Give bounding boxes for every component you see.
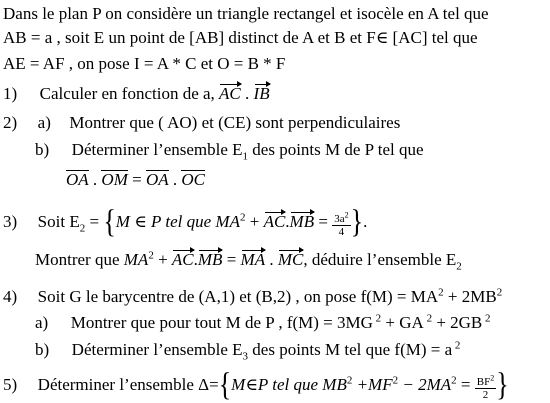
subscript: 3 <box>242 350 249 363</box>
subscript: 2 <box>79 222 86 235</box>
sub-label: b) <box>35 140 50 159</box>
plus-sign: + <box>153 250 172 269</box>
dot-operator: . <box>193 250 198 269</box>
superscript: 2 <box>451 374 457 387</box>
superscript: 2 <box>438 286 444 299</box>
superscript: 2 <box>148 249 154 262</box>
question-1 <box>3 84 270 104</box>
question-2a <box>3 113 400 133</box>
fraction-numerator: 3a <box>334 213 345 225</box>
question-text: Soit E <box>37 212 80 231</box>
equals-sign: = <box>85 212 104 231</box>
period: . <box>363 212 368 231</box>
question-text-cont: + 2GB <box>432 313 483 332</box>
sub-label: a) <box>37 113 51 132</box>
vector-mb: MB <box>197 250 223 269</box>
fraction-denominator: 4 <box>338 226 345 238</box>
set-variable: M <box>115 212 130 231</box>
left-brace-icon: { <box>103 203 116 240</box>
equation-2b <box>66 170 205 190</box>
dot-operator: . <box>168 170 182 189</box>
sub-label: b) <box>35 340 50 359</box>
question-text: Déterminer l’ensemble Δ= <box>37 375 219 394</box>
question-text-cont: + 2MB <box>443 287 497 306</box>
fraction-numerator: BF <box>476 376 491 388</box>
subscript: 2 <box>456 260 462 273</box>
question-text: Déterminer l’ensemble E <box>71 140 243 159</box>
set-condition: ∈ P tel que MA <box>129 212 240 231</box>
superscript: 2 <box>496 286 503 299</box>
segment-oa: OA <box>145 170 169 189</box>
question-number: 2) <box>3 113 18 132</box>
term-mf: +MF <box>352 375 393 394</box>
right-brace-icon: } <box>496 366 509 403</box>
question-text-cont: des points M tel que f(M) = a <box>248 340 453 359</box>
question-number: 5) <box>3 375 18 394</box>
superscript: 2 <box>372 312 382 325</box>
sub-label: a) <box>35 313 49 332</box>
question-number: 4) <box>3 287 18 306</box>
question-3 <box>3 203 368 240</box>
dot-operator: . <box>265 250 278 269</box>
question-text-cont: des points M de P tel que <box>248 140 424 159</box>
fraction <box>475 373 496 401</box>
question-number: 3) <box>3 212 18 231</box>
right-brace-icon: } <box>350 203 364 240</box>
question-text: Montrer que pour tout M de P , f(M) = 3MG <box>70 313 373 332</box>
vector-mc: MC <box>277 250 304 269</box>
dot-operator: . <box>240 84 254 103</box>
intro-line-2: AB = a , soit E un point de [AB] distinct de A et B et F∈ [AC] tel que <box>3 28 478 47</box>
superscript: 2 <box>490 373 495 383</box>
equals-sign: = <box>456 375 475 394</box>
question-4 <box>3 287 502 307</box>
equals-sign: = <box>127 170 146 189</box>
question-2b <box>35 140 424 163</box>
segment-oa: OA <box>66 170 89 189</box>
vector-ib: IB <box>253 84 270 103</box>
subscript: 1 <box>242 150 249 163</box>
superscript: 2 <box>452 339 461 352</box>
segment-om: OM <box>101 170 128 189</box>
question-text: Montrer que <box>35 250 124 269</box>
question-text-cont: , déduire l’ensemble E <box>303 250 457 269</box>
vector-ac: AC <box>219 84 241 103</box>
term-ma: MA <box>123 250 149 269</box>
fraction-denominator: 2 <box>482 389 489 401</box>
question-3-line-2 <box>35 249 462 273</box>
question-4b <box>35 339 461 363</box>
question-4a <box>35 313 491 333</box>
left-brace-icon: { <box>218 366 232 403</box>
vector-mb: MB <box>289 212 315 231</box>
superscript: 2 <box>392 374 399 387</box>
question-number: 1) <box>3 84 18 103</box>
dot-operator: . <box>285 212 290 231</box>
segment-oc: OC <box>181 170 206 189</box>
intro-line-3: AE = AF , on pose I = A * C et O = B * F <box>3 54 286 73</box>
equals-sign: = <box>222 250 241 269</box>
question-text: Soit G le barycentre de (A,1) et (B,2) , on pose f(M) = MA <box>37 287 439 306</box>
plus-sign: + <box>245 212 264 231</box>
term-ma: − 2MA <box>398 375 452 394</box>
vector-ma: MA <box>240 250 266 269</box>
superscript: 2 <box>482 312 491 325</box>
vector-ac: AC <box>263 212 286 231</box>
question-text: Montrer que ( AO) et (CE) sont perpendiculaires <box>69 113 401 132</box>
equals-sign: = <box>314 212 333 231</box>
vector-ac: AC <box>171 250 194 269</box>
question-text-cont: + GA <box>381 313 424 332</box>
superscript: 2 <box>344 210 349 220</box>
dot-operator: . <box>88 170 102 189</box>
question-text: Calculer en fonction de a, <box>39 84 215 103</box>
question-5 <box>3 366 509 403</box>
superscript: 2 <box>239 211 246 224</box>
superscript: 2 <box>346 374 353 387</box>
intro-line-1: Dans le plan P on considère un triangle rectangel et isocèle en A tel que <box>3 4 489 23</box>
fraction <box>332 210 350 238</box>
question-text: Déterminer l’ensemble E <box>71 340 243 359</box>
set-condition: M∈P tel que MB <box>231 375 347 394</box>
superscript: 2 <box>423 312 433 325</box>
